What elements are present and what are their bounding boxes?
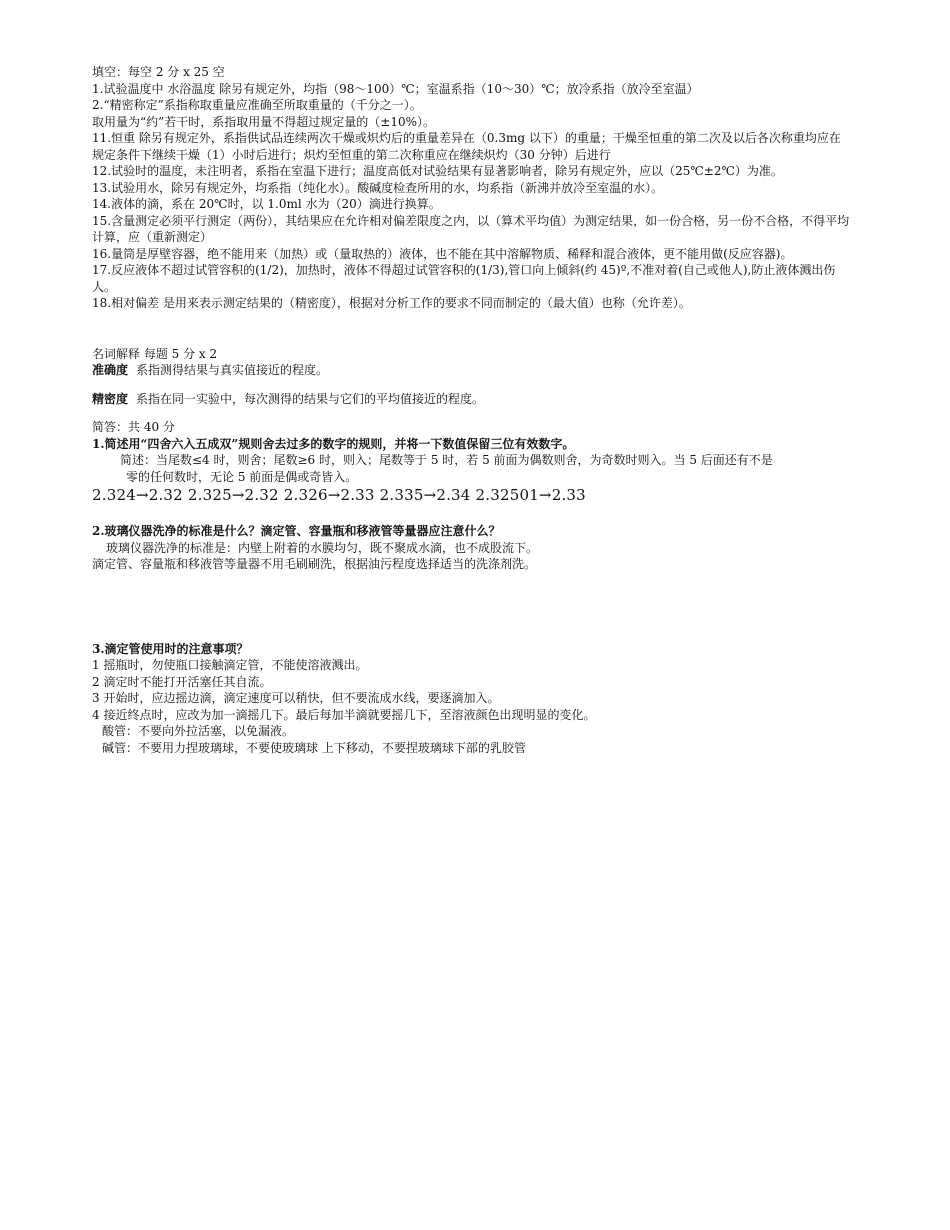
- question-1: 1.简述用“四舍六入五成双”规则舍去过多的数字的规则，并将一下数值保留三位有效数字。: [92, 436, 575, 451]
- rounding-examples: 2.324→2.32 2.325→2.32 2.326→2.33 2.335→2.34 2.32501→2.33: [92, 486, 586, 504]
- answer-3-step-3: 3 开始时，应边摇边滴，滴定速度可以稍快，但不要流成水线，要逐滴加入。: [92, 691, 500, 705]
- fill-blank-item-18: 18.相对偏差 是用来表示测定结果的（精密度），根据对分析工作的要求不同而制定的（最大值）也称（允许差）。: [92, 296, 691, 310]
- answer-1-line-2: 零的任何数时，无论 5 前面是偶或奇皆入。: [126, 469, 358, 484]
- fill-blank-item-13: 13.试验用水，除另有规定外，均系指（纯化水）。酸碱度检查所用的水，均系指（新沸并放冷至室温的水）。: [92, 180, 664, 195]
- fill-blank-item-12: 12.试验时的温度，未注明者，系指在室温下进行；温度高低对试验结果有显著影响者，除另有规定外，应以（25℃±2℃）为准。: [92, 164, 783, 178]
- definition-precision: [92, 391, 852, 408]
- fill-blank-item-17: 17.反应液体不超过试管容积的(1/2)，加热时，液体不得超过试管容积的(1/3),管口向上倾斜(约 45)º,不准对着(自己或他人),防止液体溅出伤人。: [92, 263, 836, 294]
- definition-accuracy: [92, 362, 852, 379]
- fill-blank-item-14: 14.液体的滴，系在 20℃时，以 1.0ml 水为（20）滴进行换算。: [92, 197, 441, 211]
- answer-2-line-2: 滴定管、容量瓶和移液管等量器不用毛刷刷洗，根据油污程度选择适当的洗涤剂洗。: [92, 557, 537, 571]
- answer-1-line-1: 简述：当尾数≤4 时，则舍；尾数≥6 时，则入；尾数等于 5 时，若 5 前面为偶数则舍，为奇数时则入。当 5 后面还有不是: [120, 453, 773, 467]
- fill-blank-item-15: 15.含量测定必须平行测定（两份），其结果应在允许相对偏差限度之内，以（算术平均值）为测定结果，如一份合格，另一份不合格，不得平均计算，应（重新测定）: [92, 213, 850, 244]
- short-answer-header: 简答：共 40 分: [92, 420, 175, 434]
- question-3: 3.滴定管使用时的注意事项？: [92, 641, 249, 656]
- answer-3-acid-burette: 酸管：不要向外拉活塞，以免漏液。: [102, 724, 295, 738]
- fill-blank-item-16: 16.量筒是厚壁容器，绝不能用来（加热）或（量取热的）液体，也不能在其中溶解物质、稀释和混合液体，更不能用做(反应容器)。: [92, 246, 793, 261]
- fill-blank-item-2: 2.“精密称定”系指称取重量应准确至所取重量的（千分之一）。: [92, 98, 422, 112]
- question-2: 2.玻璃仪器洗净的标准是什么？滴定管、容量瓶和移液管等量器应注意什么？: [92, 524, 501, 538]
- fill-blank-item-11: 11.恒重 除另有规定外，系指供试品连续两次干燥或炽灼后的重量差异在（0.3mg 以下）的重量；干燥至恒重的第二次及以后各次称重均应在规定条件下继续干燥（1）小时后进行；炽灼至恒重的第二次称重应在继续炽灼（30 分钟）后进行: [92, 131, 841, 162]
- definition-text: 系指测得结果与真实值接近的程度。: [136, 363, 329, 377]
- definition-text: 系指在同一实验中，每次测得的结果与它们的平均值接近的程度。: [136, 391, 485, 406]
- answer-3-step-2: 2 滴定时不能打开活塞任其自流。: [92, 674, 272, 689]
- fill-blank-header: 填空：每空 2 分 x 25 空: [92, 65, 225, 79]
- fill-blank-item-2b: 取用量为“约”若干时，系指取用量不得超过规定量的（±10%）。: [92, 114, 435, 129]
- document-page: [92, 64, 852, 756]
- definition-term: 准确度: [92, 363, 129, 377]
- answer-3-step-1: 1 摇瓶时，勿使瓶口接触滴定管，不能使溶液溅出。: [92, 658, 368, 672]
- answer-3-step-4: 4 接近终点时，应改为加一滴摇几下。最后每加半滴就要摇几下，至溶液颜色出现明显的变化。: [92, 707, 596, 722]
- answer-2-line-1: 玻璃仪器洗净的标准是：内壁上附着的水膜均匀，既不聚成水滴，也不成股流下。: [106, 540, 539, 555]
- fill-blank-item-1: 1.试验温度中 水浴温度 除另有规定外，均指（98～100）℃；室温系指（10～30）℃；放冷系指（放冷至室温）: [92, 81, 699, 96]
- answer-3-base-burette: 碱管：不要用力捏玻璃球，不要使玻璃球 上下移动，不要捏玻璃球下部的乳胶管: [102, 740, 526, 755]
- definition-term: 精密度: [92, 391, 129, 406]
- definitions-header: 名词解释 每题 5 分 x 2: [92, 346, 218, 361]
